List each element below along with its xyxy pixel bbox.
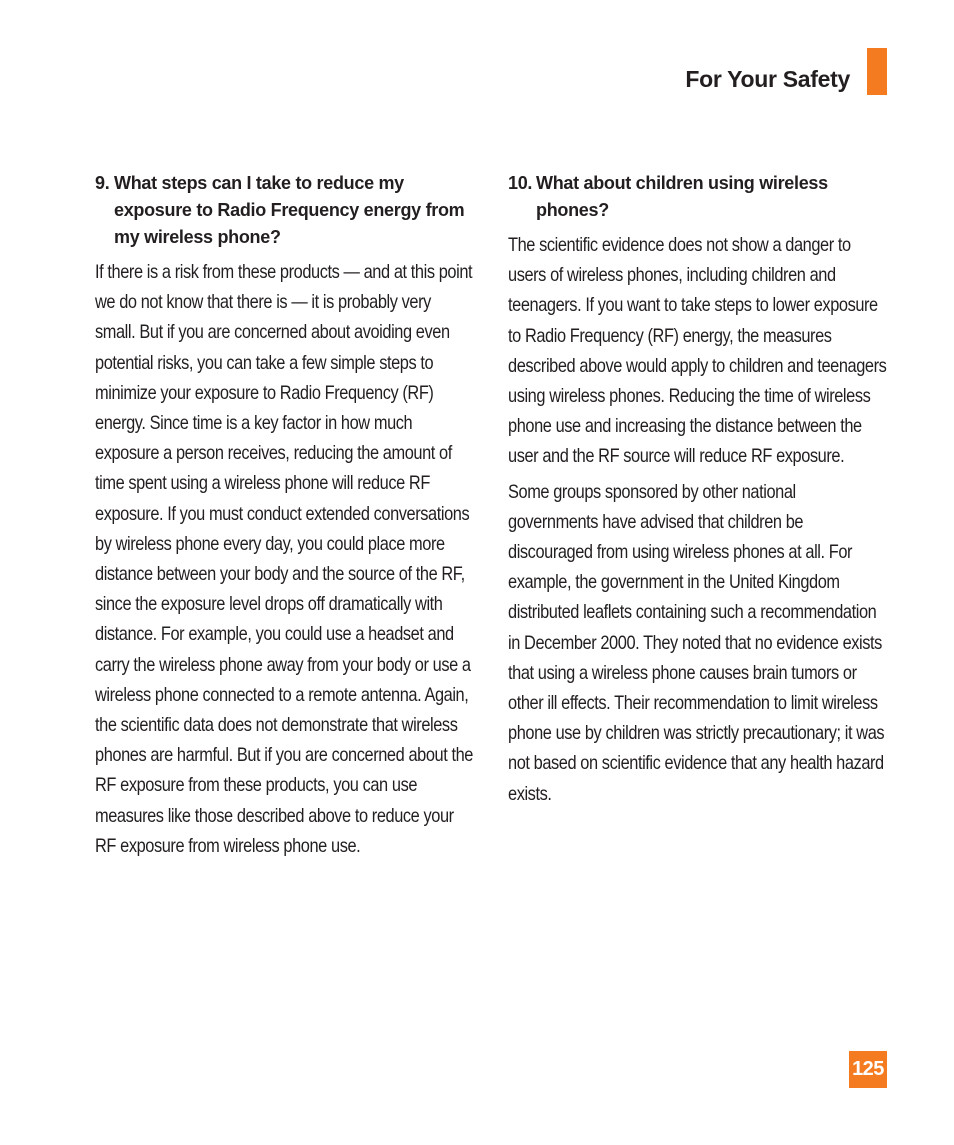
answer-paragraph: If there is a risk from these products — and at this point we do not know that there is — it is probably very small. But if you are concerned about avoiding even potential risks, you can take a few simple steps to minimize your exposure to Radio Frequency (RF) energy. Since time is a key factor in how much exposure a person receives, reducing the amount of time spent using a wireless phone will reduce RF exposure. If you must conduct extended conversations by wireless phone every day, you could place more distance between your body and the source of the RF, since the exposure level drops off dramatically with distance. For example, you could use a headset and carry the wireless phone away from your body or use a wireless phone connected to a remote antenna. Again, the scientific data does not demonstrate that wireless phones are harmful. But if you are concerned about the RF exposure from these products, you can use measures like those described above to reduce your RF exposure from wireless phone use.: [95, 261, 473, 857]
page-number-badge: 125: [849, 1051, 887, 1088]
answer-paragraph: The scientific evidence does not show a danger to users of wireless phones, including children and teenagers. If you want to take steps to lower exposure to Radio Frequency (RF) energy, the measures described above would apply to children and teenagers using wireless phones. Reducing the time of wireless phone use and increasing the distance between the user and the RF source will reduce RF exposure.: [508, 234, 887, 468]
left-column: [95, 170, 475, 866]
question-10-heading: [508, 170, 888, 224]
question-number: 9.: [95, 173, 110, 193]
question-number: 10.: [508, 173, 533, 193]
question-text: What about children using wireless phones?: [536, 173, 828, 220]
right-column: [508, 170, 888, 814]
question-text: What steps can I take to reduce my exposure to Radio Frequency energy from my wireless phone?: [114, 173, 465, 247]
answer-paragraph: Some groups sponsored by other national governments have advised that children be discouraged from using wireless phones at all. For example, the government in the United Kingdom distributed leaflets containing such a recommendation in December 2000. They noted that no evidence exists that using a wireless phone causes brain tumors or other ill effects. Their recommendation to limit wireless phone use by children was strictly precautionary; it was not based on scientific evidence that any health hazard exists.: [508, 480, 885, 805]
question-9-heading: [95, 170, 475, 251]
header-accent-bar: [867, 48, 887, 95]
section-title: For Your Safety: [685, 66, 850, 92]
